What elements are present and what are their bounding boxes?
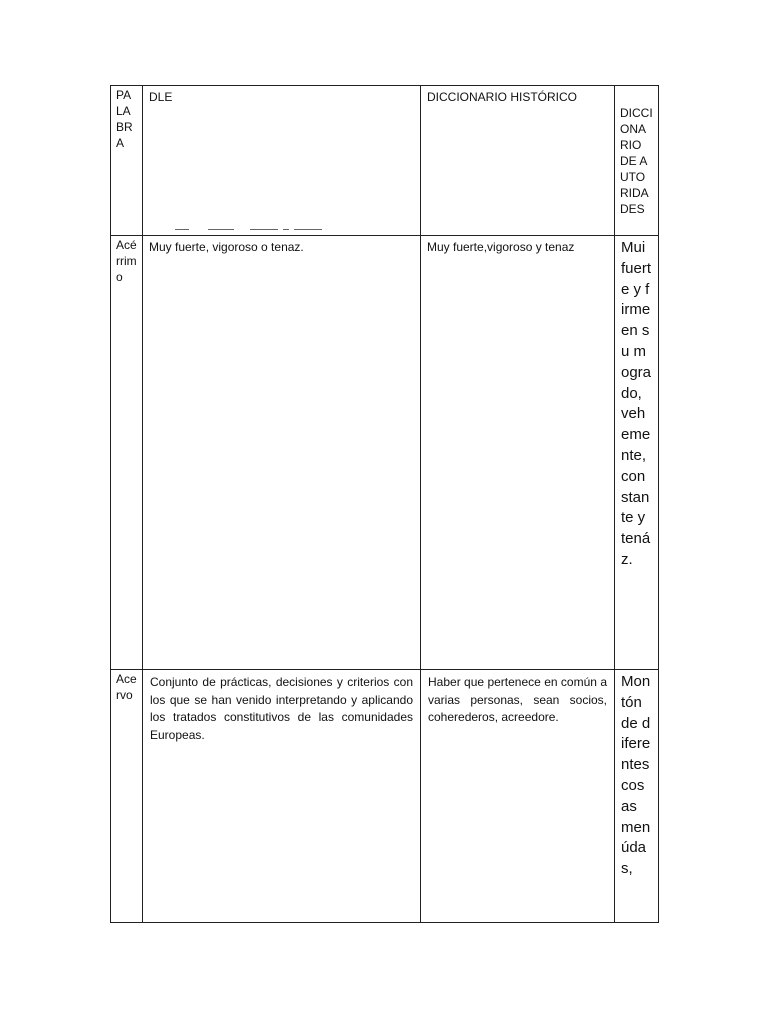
table-row	[111, 236, 659, 670]
table-header-row	[111, 86, 659, 236]
cell-historico: Muy fuerte,vigoroso y tenaz	[421, 236, 615, 670]
header-historico: DICCIONARIO HISTÓRICO	[421, 86, 615, 236]
cell-autoridades: Mui fuerte y firme en su mogrado, vehemente, constante y tenáz.	[615, 236, 659, 670]
header-dle: DLE	[143, 86, 421, 236]
table-row	[111, 670, 659, 923]
cell-historico: Haber que pertenece en común a varias personas, sean socios, coherederos, acreedore.	[421, 670, 615, 923]
cell-palabra: Acérrimo	[111, 236, 143, 670]
cell-dle: Muy fuerte, vigoroso o tenaz.	[143, 236, 421, 670]
underline-artifacts	[142, 229, 418, 233]
header-autoridades: DICCIONARIO DE AUTORIDADES	[615, 86, 659, 236]
cell-autoridades: Montón de diferentes cosas menúdas,	[615, 670, 659, 923]
header-palabra: PALABRA	[111, 86, 143, 236]
cell-palabra: Acervo	[111, 670, 143, 923]
cell-dle: Conjunto de prácticas, decisiones y criterios con los que se han venido interpretando y aplicando los tratados constitutivos de las comunidades Europeas.	[143, 670, 421, 923]
dictionary-comparison-table	[110, 85, 659, 923]
